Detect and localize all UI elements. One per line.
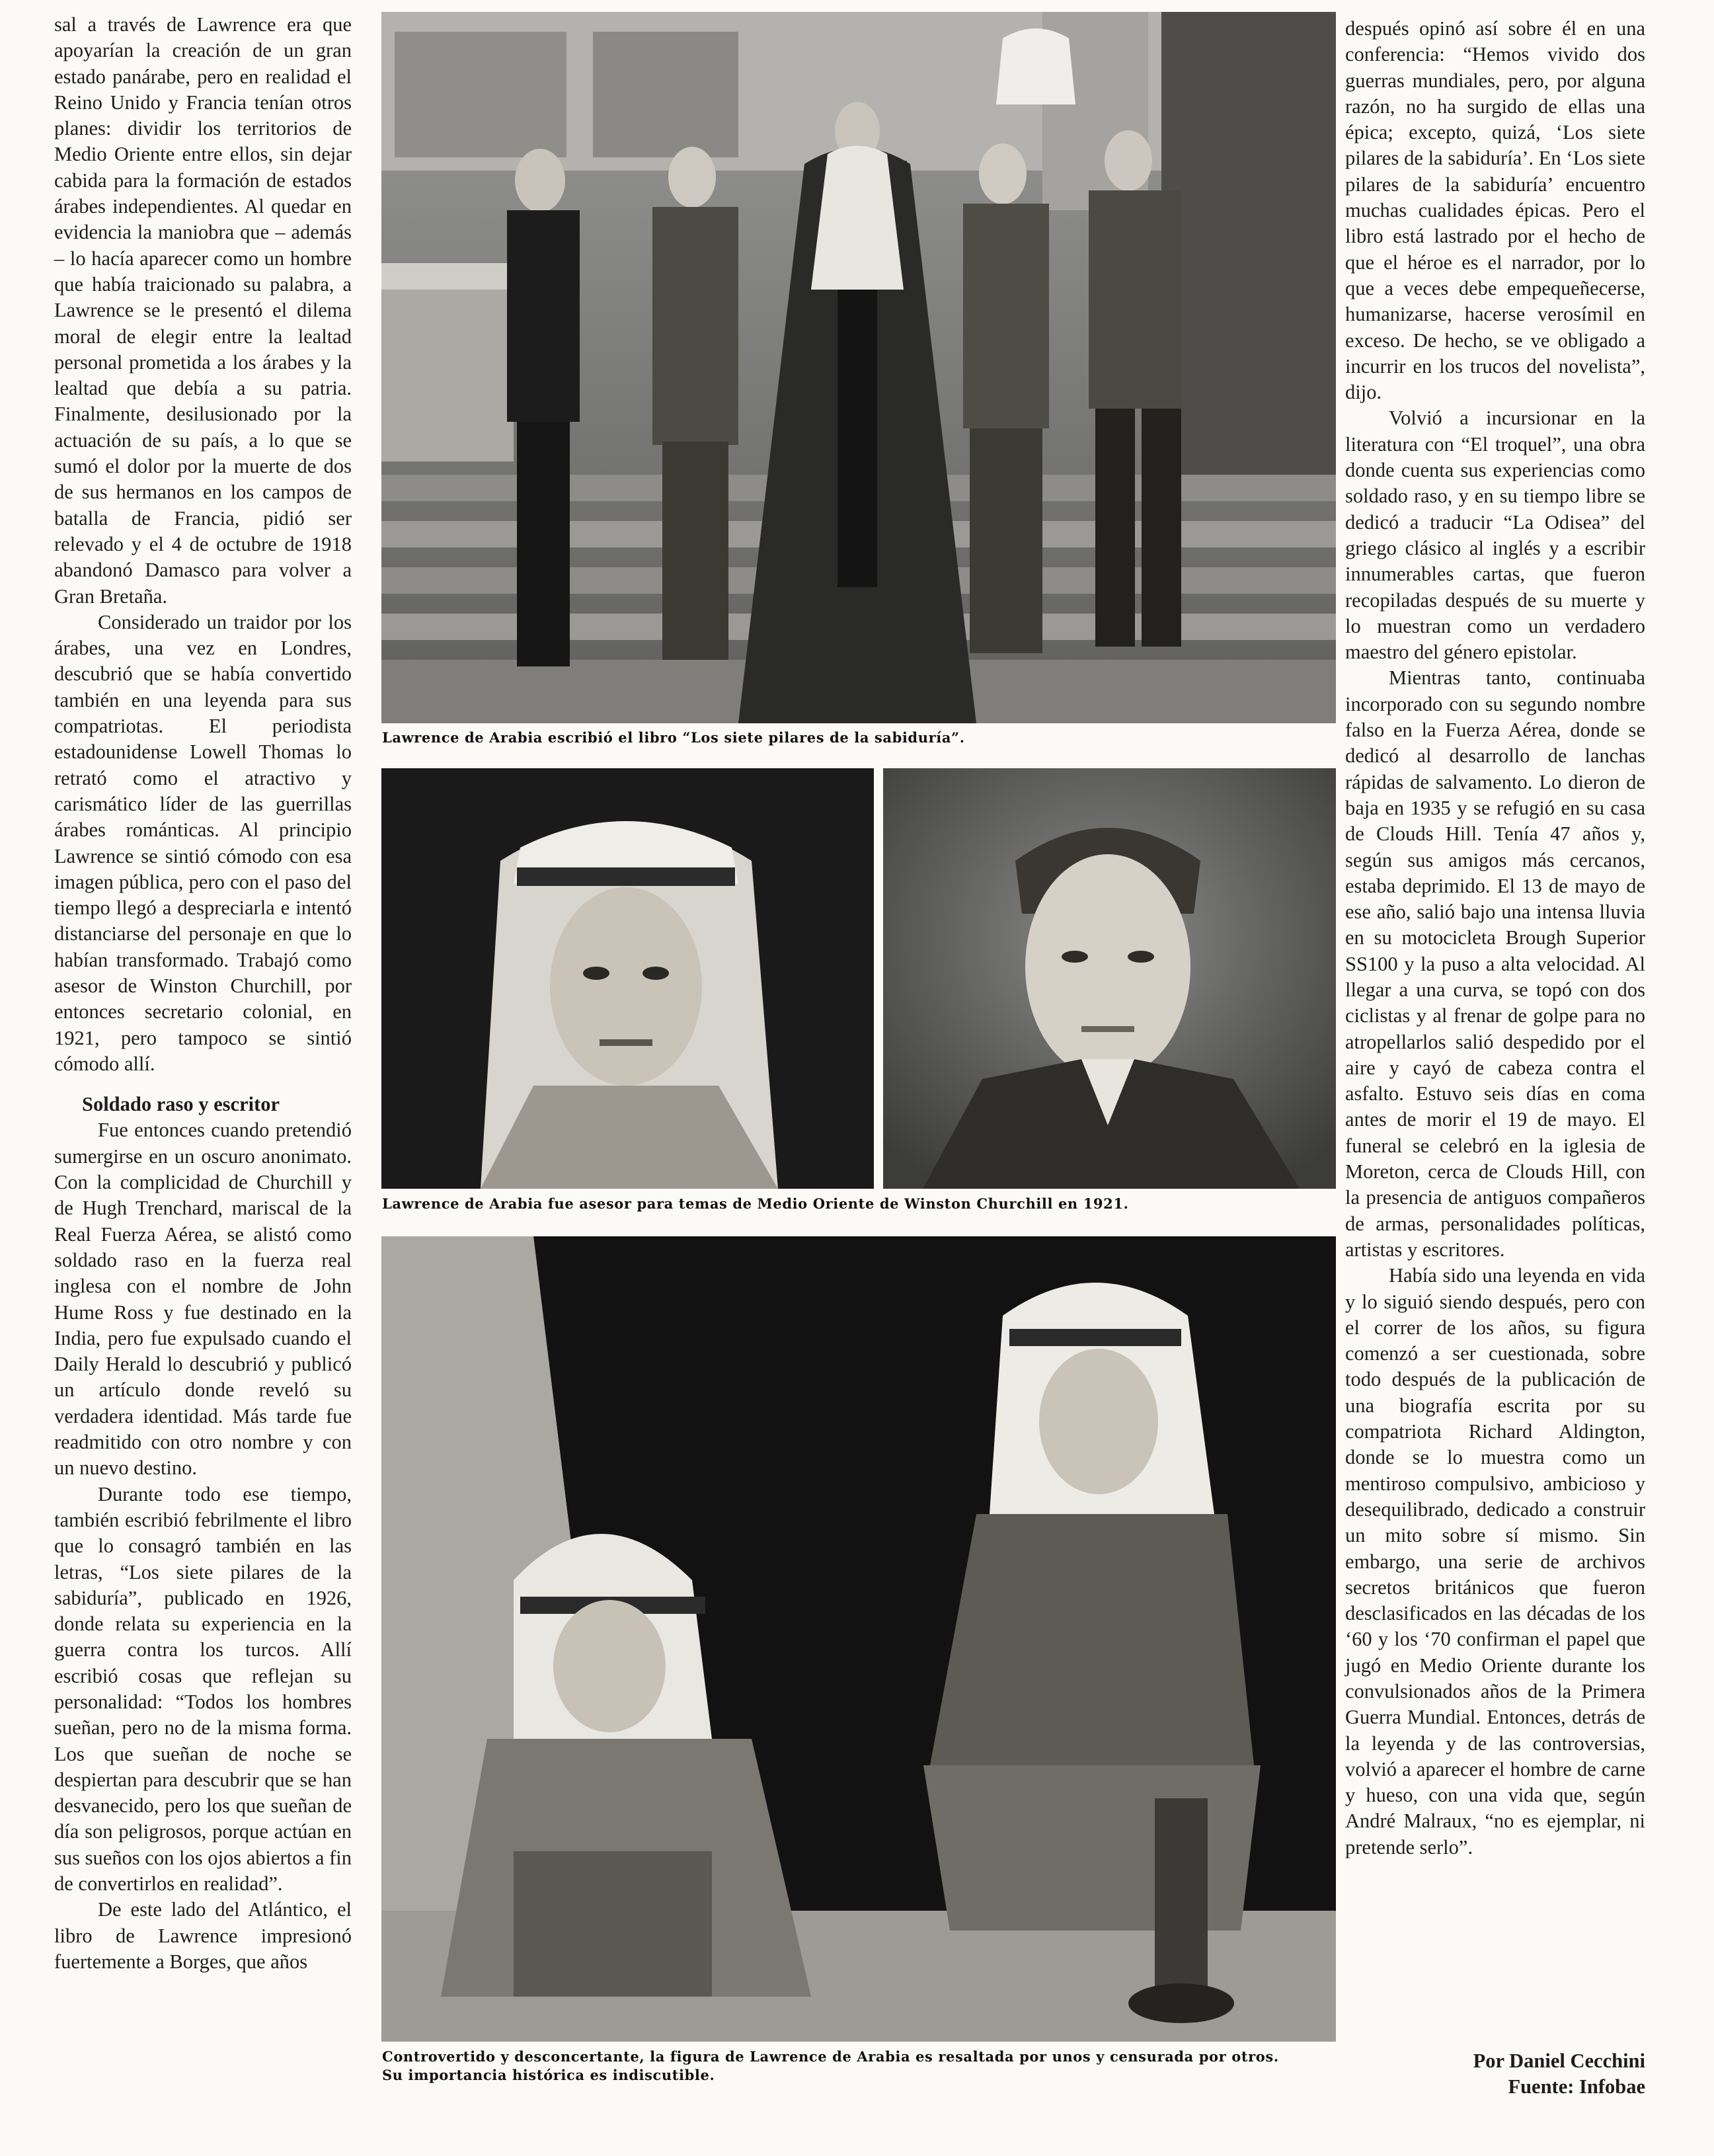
section-subheading: Soldado raso y escritor [82,1093,280,1116]
portrait-uniform-illustration [883,768,1336,1189]
paragraph: sal a través de Lawrence era que apoyarían la creación de un gran estado panárabe, pero en realidad el Reino Unido y Francia tenían otros planes: dividir los territorios de Medio Oriente entre ellos, sin dejar cabida para la formación de estados árabes independientes. Al quedar en evidencia la maniobra que – además – lo hacía aparecer como un hombre que había traicionado su palabra, a Lawrence se le presentó el dilema moral de elegir entre la lealtad personal prometida a los árabes y la lealtad que debía a su patria. Finalmente, desilusionado por la actuación de su país, a lo que se sumó el dolor por la muerte de dos de sus hermanos en los campos de batalla de Francia, pidió ser relevado y el 4 de octubre de 1918 abandonó Damasco para volver a Gran Bretaña. [54,13,352,608]
article-byline [1473,2048,1645,2100]
photo-two-men-crouching [381,1236,1336,2042]
paragraph: Fue entonces cuando pretendió sumergirse en un oscuro anonimato. Con la complicidad de Churchill y de Hugh Trenchard, mariscal de la Real Fuerza Aérea, se alistó como soldado raso en la fuerza real inglesa con el nombre de John Hume Ross y fue destinado en la India, pero fue expulsado cuando el Daily Herald lo descubrió y publicó un artículo donde reveló su verdadera identidad. Más tarde fue readmitido con otro nombre y con un nuevo destino. [54,1119,352,1480]
paragraph: De este lado del Atlántico, el libro de Lawrence impresionó fuertemente a Borges, que años [54,1898,352,1973]
author-name: Por Daniel Cecchini [1473,2050,1645,2072]
photo2-caption: Lawrence de Arabia fue asesor para temas de Medio Oriente de Winston Churchill en 1921. [382,1195,1129,1212]
paragraph: después opinó así sobre él en una conferencia: “Hemos vivido dos guerras mundiales, pero, por alguna razón, no ha surgido de ellas una épica; excepto, quizá, ‘Los siete pilares de la sabiduría’. En ‘Los siete pilares de la sabiduría’ encuentro muchas cualidades épicas. Pero el libro está lastrado por el hecho de que el héroe es el narrador, por lo que a veces debe empequeñecerse, humanizarse, hacerse verosímil en exceso. De hecho, se ve obligado a incurrir en los trucos del novelista”, dijo. [1345,17,1645,404]
left-text-column [54,12,352,1975]
right-text-column [1345,16,1645,1860]
paragraph: Volvió a incursionar en la literatura con “El troquel”, una obra donde cuenta sus experiencias como soldado raso, y en su tiempo libre se dedicó a traducir “La Odisea” del griego clásico al inglés y a escribir innumerables cartas, que fueron recopiladas después de su muerte y lo muestran como un verdadero maestro del género epistolar. [1345,407,1645,664]
crouching-photo-illustration [381,1236,1336,2042]
photo3-caption-line2: Su importancia histórica es indiscutible. [382,2067,715,2083]
photo-portrait-uniform [883,768,1336,1189]
photo3-caption [382,2048,1334,2085]
photo3-caption-line1: Controvertido y desconcertante, la figura de Lawrence de Arabia es resaltada por unos y censurada por otros. [382,2048,1279,2065]
photo1-caption: Lawrence de Arabia escribió el libro “Los siete pilares de la sabiduría”. [382,729,965,746]
paragraph: Durante todo ese tiempo, también escribió febrilmente el libro que lo consagró también en las letras, “Los siete pilares de la sabiduría”, publicado en 1926, donde relata su experiencia en la guerra contra los turcos. Allí escribió cosas que reflejan su personalidad: “Todos los hombres sueñan, pero no de la misma forma. Los que sueñan de noche se despiertan para descubrir que se han desvanecido, pero los que sueñan de día son peligrosos, porque actúan en sus sueños con los ojos abiertos a fin de convertirlos en realidad”. [54,1482,352,1896]
photo-portrait-keffiyeh [381,768,874,1189]
group-photo-illustration [381,12,1336,723]
photo-group-portrait [381,12,1336,723]
paragraph: Considerado un traidor por los árabes, una vez en Londres, descubrió que se había convertido también en una leyenda para sus compatriotas. El periodista estadounidense Lowell Thomas lo retrató como el atractivo y carismático líder de las guerrillas árabes románticas. Al principio Lawrence se sintió cómodo con esa imagen pública, pero con el paso del tiempo llegó a despreciarla e intentó distanciarse del personaje en que lo habían transformado. Trabajó como asesor de Winston Churchill, por entonces secretario colonial, en 1921, pero tampoco se sintió cómodo allí. [54,610,352,1075]
paragraph: Mientras tanto, continuaba incorporado con su segundo nombre falso en la Fuerza Aérea, donde se dedicó al desarrollo de lanchas rápidas de salvamento. Lo dieron de baja en 1935 y se refugió en su casa de Clouds Hill. Tenía 47 años y, según sus amigos más cercanos, estaba deprimido. El 13 de mayo de ese año, salió bajo una intensa lluvia en su motocicleta Brough Superior SS100 y la puso a alta velocidad. Al llegar a una curva, se topó con dos ciclistas y al frenar de golpe para no atropellarlos salió despedido por el aire y cayó de cabeza contra el asfalto. Estuvo seis días en coma antes de morir el 19 de mayo. El funeral se celebró en la iglesia de Moreton, cerca de Clouds Hill, con la presencia de antiguos compañeros de armas, personalidades políticas, artistas y escritores. [1345,666,1645,1261]
paragraph: Había sido una leyenda en vida y lo siguió siendo después, pero con el correr de los años, su figura comenzó a ser cuestionada, sobre todo después de la publicación de una biografía escrita por su compatriota Richard Aldington, donde se lo muestra como un mentiroso compulsivo, ambicioso y desequilibrado, dedicado a construir un mito sobre sí mismo. Sin embargo, una serie de archivos secretos británicos que fueron desclasificados en las décadas de los ‘60 y los ‘70 confirman el papel que jugó en Medio Oriente durante los convulsionados años de la Primera Guerra Mundial. Entonces, detrás de la leyenda y de las controversias, volvió a aparecer el hombre de carne y hueso, con una vida que, según André Malraux, “no es ejemplar, ni pretende serlo”. [1345,1264,1645,1858]
portrait-keffiyeh-illustration [381,768,874,1189]
source-credit: Fuente: Infobae [1508,2075,1645,2098]
